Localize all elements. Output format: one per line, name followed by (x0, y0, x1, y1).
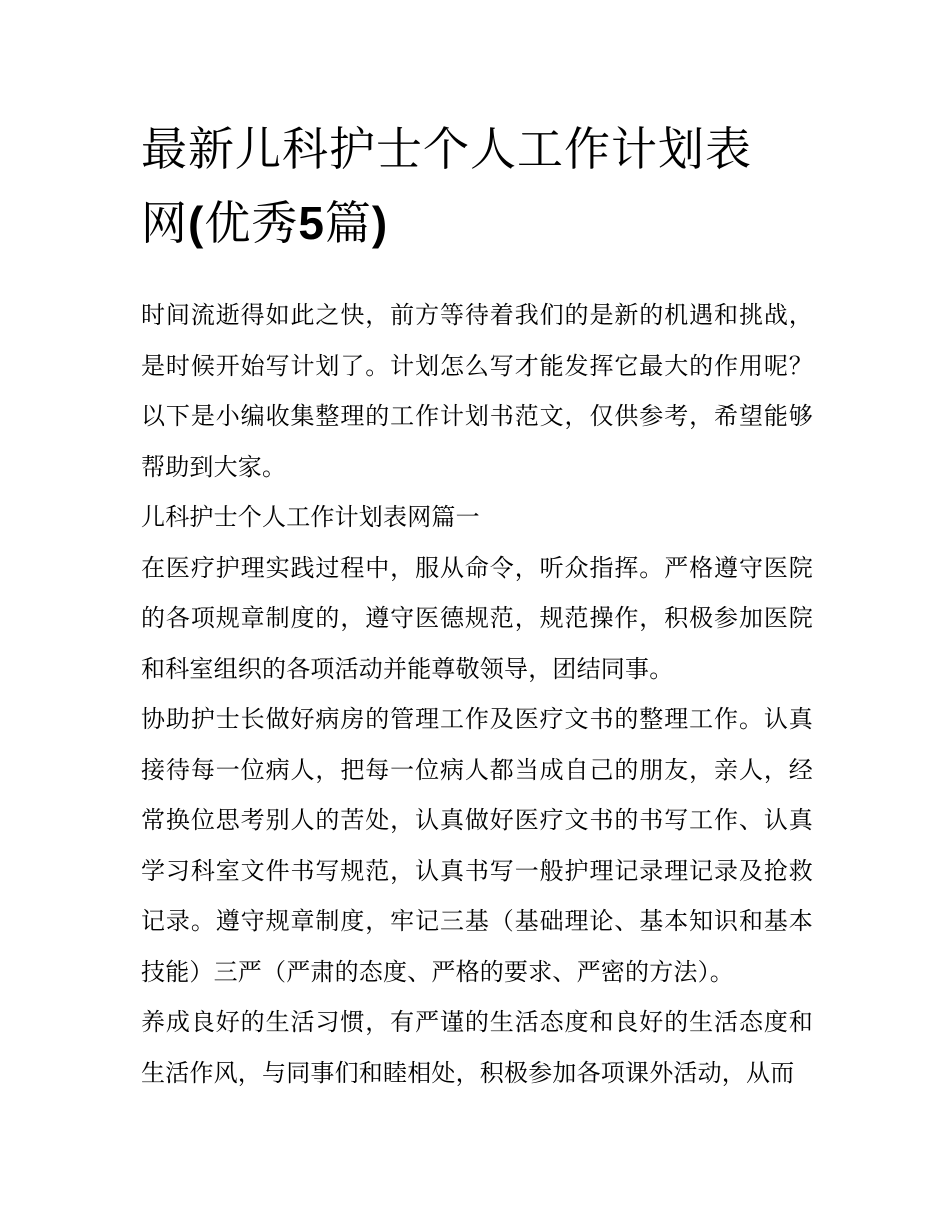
document-body (141, 290, 813, 1098)
title-line-1: 最新儿科护士个人工作计划表 (141, 122, 752, 176)
document-content (141, 112, 813, 1098)
title-open-paren: ( (188, 197, 205, 249)
title-line-2-prefix: 网 (141, 196, 188, 250)
body-paragraph: 在医疗护理实践过程中，服从命令，听众指挥。严格遵守医院的各项规章制度的，遵守医德规范，规范操作，积极参加医院和科室组织的各项活动并能尊敬领导，团结同事。 (141, 553, 813, 683)
body-paragraph: 协助护士长做好病房的管理工作及医疗文书的整理工作。认真接待每一位病人，把每一位病人都当成自己的朋友，亲人，经常换位思考别人的苦处，认真做好医疗文书的书写工作、认真学习科室文件书写规范，认真书写一般护理记录理记录及抢救记录。遵守规章制度，牢记三基（基础理论、基本知识和基本技能）三严（严肃的态度、严格的要求、严密的方法）。 (141, 705, 813, 986)
title-close-paren: ) (371, 197, 389, 249)
intro-paragraph: 时间流逝得如此之快，前方等待着我们的是新的机遇和挑战，是时候开始写计划了。计划怎么写才能发挥它最大的作用呢？以下是小编收集整理的工作计划书范文，仅供参考，希望能够帮助到大家。 (141, 301, 813, 481)
document-title (141, 112, 813, 260)
title-line-2-mid: 优秀 (204, 196, 299, 250)
body-paragraph: 养成良好的生活习惯，有严谨的生活态度和良好的生活态度和生活作风，与同事们和睦相处，积极参加各项课外活动，从而 (141, 1008, 813, 1087)
title-number: 5 (298, 197, 325, 249)
title-line-2-suffix: 篇 (324, 196, 372, 250)
section-heading: 儿科护士个人工作计划表网篇一 (141, 503, 480, 531)
